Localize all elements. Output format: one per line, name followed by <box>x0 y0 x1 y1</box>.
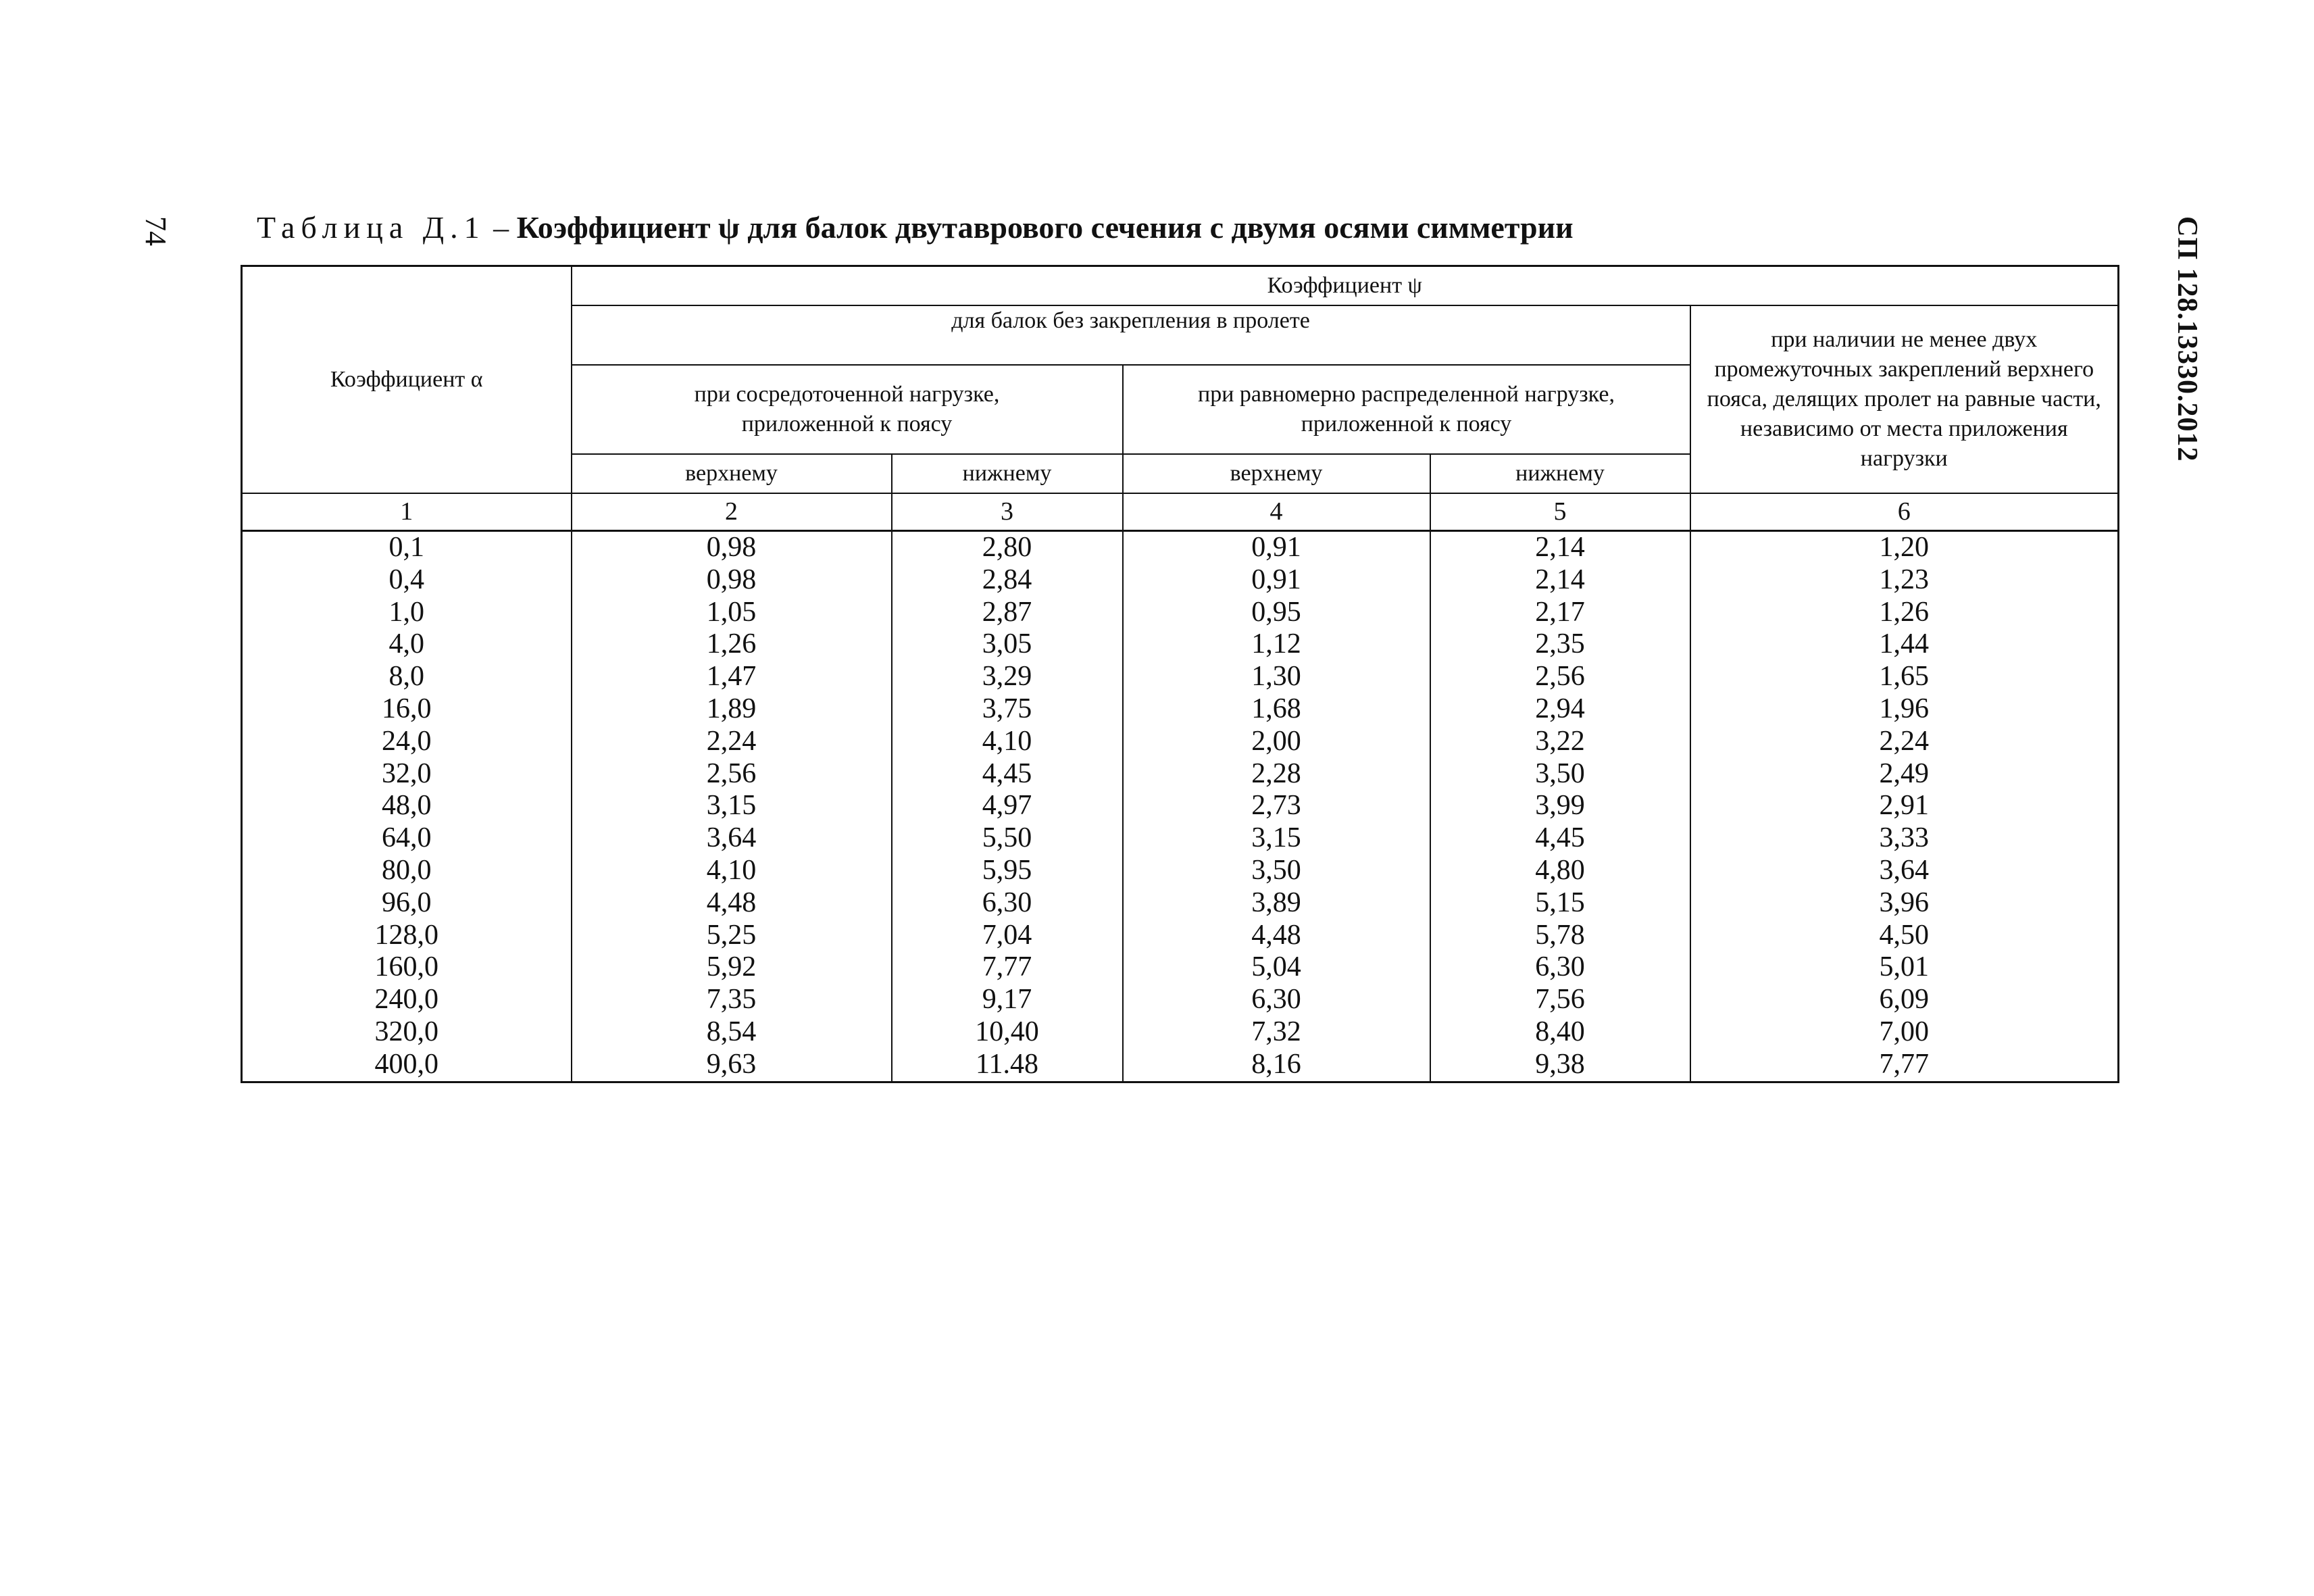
col4-values: 0,91 0,91 0,95 1,12 1,30 1,68 2,00 2,28 2,73 3,15 3,50 3,89 4,48 5,04 6,30 7,32 8,16 <box>1123 531 1430 1082</box>
document-code: СП 128.13330.2012 <box>2171 216 2203 462</box>
column-number: 3 <box>892 493 1123 531</box>
col6-values: 1,20 1,23 1,26 1,44 1,65 1,96 2,24 2,49 2,91 3,33 3,64 3,96 4,50 5,01 6,09 7,00 7,77 <box>1690 531 2119 1082</box>
header-distributed: при равномерно распределенной нагрузке, приложенной к поясу <box>1123 365 1690 454</box>
header-no-fix: для балок без закрепления в пролете <box>572 305 1690 365</box>
subheader-lower-distributed: нижнему <box>1430 454 1690 493</box>
col5-values: 2,14 2,14 2,17 2,35 2,56 2,94 3,22 3,50 3,99 4,45 4,80 5,15 5,78 6,30 7,56 8,40 9,38 <box>1430 531 1690 1082</box>
table-caption <box>257 211 1574 245</box>
header-alpha: Коэффициент α <box>242 266 572 493</box>
header-two-fix: при наличии не менее двух промежуточных закреплений верхнего пояса, делящих пролет на равные части, независимо от места приложения нагрузки <box>1690 305 2119 493</box>
col2-values: 0,98 0,98 1,05 1,26 1,47 1,89 2,24 2,56 3,15 3,64 4,10 4,48 5,25 5,92 7,35 8,54 9,63 <box>572 531 892 1082</box>
alpha-values: 0,1 0,4 1,0 4,0 8,0 16,0 24,0 32,0 48,0 64,0 80,0 96,0 128,0 160,0 240,0 320,0 400,0 <box>242 531 572 1082</box>
column-number: 6 <box>1690 493 2119 531</box>
column-number: 2 <box>572 493 892 531</box>
caption-dash: – <box>485 210 517 245</box>
col3-values: 2,80 2,84 2,87 3,05 3,29 3,75 4,10 4,45 4,97 5,50 5,95 6,30 7,04 7,77 9,17 10,40 11.48 <box>892 531 1123 1082</box>
table-body <box>242 531 2119 1082</box>
subheader-upper-distributed: верхнему <box>1123 454 1430 493</box>
subheader-upper-concentrated: верхнему <box>572 454 892 493</box>
column-number: 4 <box>1123 493 1430 531</box>
subheader-lower-concentrated: нижнему <box>892 454 1123 493</box>
table-row <box>242 531 2119 1082</box>
header-concentrated: при сосредоточенной нагрузке, приложенной к поясу <box>572 365 1123 454</box>
column-number: 1 <box>242 493 572 531</box>
caption-title: Коэффициент ψ для балок двутаврового сечения с двумя осями симметрии <box>516 210 1574 245</box>
column-number: 5 <box>1430 493 1690 531</box>
header-psi: Коэффициент ψ <box>572 266 2119 305</box>
coefficient-table <box>241 265 2119 1083</box>
caption-label: Таблица Д.1 <box>257 210 486 245</box>
page-number: 74 <box>139 216 172 246</box>
table-header <box>242 266 2119 531</box>
